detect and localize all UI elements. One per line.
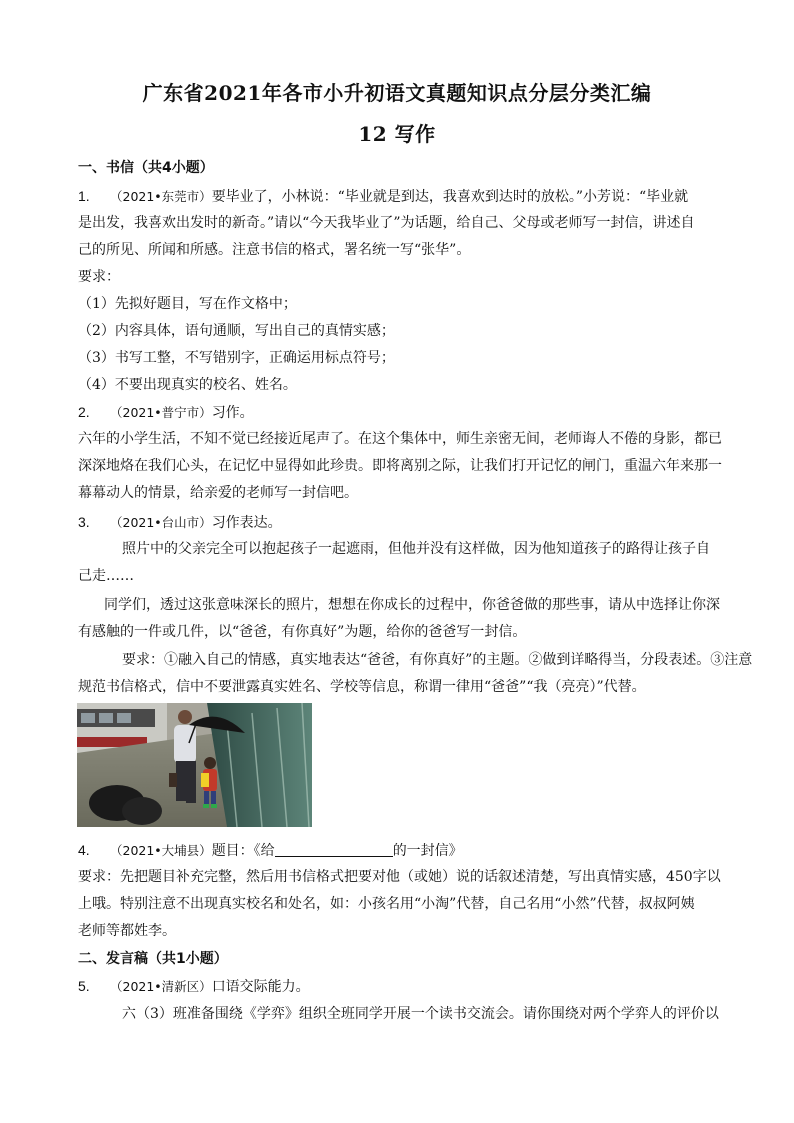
question-2-line-3: 幕幕动人的情景，给亲爱的老师写一封信吧。 [78, 485, 358, 501]
question-text: 习作表达。 [211, 515, 282, 531]
question-3-header [78, 512, 718, 533]
question-4-line-2: 上哦。特别注意不出现真实校名和处名，如：小孩名用“小淘”代替，自己名用“小然”代替，叔叔阿姨 [78, 896, 695, 912]
question-1-requirement-3: （3）书写工整，不写错别字，正确运用标点符号； [78, 350, 395, 366]
document-subtitle: 12 写作 [358, 122, 436, 146]
question-3-requirements: 要求：①融入自己的情感，真实地表达“爸爸，有你真好”的主题。②做到详略得当，分段表述。③注意 [122, 652, 753, 668]
question-number: 2. [78, 404, 90, 420]
question-3-line-1: 照片中的父亲完全可以抱起孩子一起遮雨，但他并没有这样做，因为他知道孩子的路得让孩子自 [122, 541, 710, 557]
question-5-header [78, 976, 718, 997]
section-heading-letters: 一、书信（共4小题） [78, 160, 214, 176]
question-1-requirement-2: （2）内容具体，语句通顺，写出自己的真情实感； [78, 323, 395, 339]
question-number: 4. [78, 842, 90, 858]
question-source: （2021•台山市） [110, 515, 212, 530]
question-3-line-4: 有感触的一件或几件，以“爸爸，有你真好”为题，给你的爸爸写一封信。 [78, 624, 527, 640]
question-3-line-3: 同学们，透过这张意味深长的照片，想想在你成长的过程中，你爸爸做的那些事，请从中选择让你深 [104, 597, 720, 613]
father-child-rain-photo [77, 703, 312, 827]
document-title: 广东省2021年各市小升初语文真题知识点分层分类汇编 [142, 81, 652, 105]
question-source: （2021•东莞市） [110, 189, 212, 204]
question-4-line-1: 要求：先把题目补充完整，然后用书信格式把要对他（或她）说的话叙述清楚，写出真情实感，450字以 [78, 869, 721, 885]
question-source: （2021•大埔县） [110, 843, 212, 858]
photo-illustration [77, 703, 312, 827]
question-text: 要毕业了，小林说：“毕业就是到达，我喜欢到达时的放松。”小芳说：“毕业就 [211, 189, 689, 205]
question-1-requirement-4: （4）不要出现真实的校名、姓名。 [78, 377, 297, 393]
question-1-requirements-label: 要求： [78, 269, 120, 285]
question-4-header [78, 840, 718, 861]
question-5-line-1: 六（3）班准备围绕《学弈》组织全班同学开展一个读书交流会。请你围绕对两个学弈人的评价以 [122, 1006, 719, 1022]
section-heading-speech: 二、发言稿（共1小题） [78, 951, 228, 967]
question-2-header [78, 402, 718, 423]
question-1-line-2: 是出发，我喜欢出发时的新奇。”请以“今天我毕业了”为话题，给自己、父母或老师写一封信，讲述自 [78, 215, 695, 231]
question-number: 3. [78, 514, 90, 530]
question-text: 习作。 [211, 405, 254, 421]
question-number: 5. [78, 978, 90, 994]
question-title-prefix: 题目：《给 [211, 843, 275, 859]
question-3-line-2: 己走…… [78, 568, 134, 584]
question-1-requirement-1: （1）先拟好题目，写在作文格中； [78, 296, 297, 312]
question-source: （2021•普宁市） [110, 405, 212, 420]
question-1-line-3: 己的所见、所闻和所感。注意书信的格式，署名统一写“张华”。 [78, 242, 471, 258]
question-source: （2021•清新区） [110, 979, 212, 994]
question-2-line-2: 深深地烙在我们心头，在记忆中显得如此珍贵。即将离别之际，让我们打开记忆的闸门，重温六年来那一 [78, 458, 722, 474]
question-3-line-6: 规范书信格式，信中不要泄露真实姓名、学校等信息，称谓一律用“爸爸”“我（亮亮）”代替。 [78, 679, 646, 695]
question-2-line-1: 六年的小学生活，不知不觉已经接近尾声了。在这个集体中，师生亲密无间，老师诲人不倦的身影，都已 [78, 431, 722, 447]
question-number: 1. [78, 188, 90, 204]
question-title-suffix: 的一封信》 [392, 843, 463, 859]
fill-in-blank[interactable] [275, 842, 393, 857]
question-4-line-3: 老师等都姓李。 [78, 923, 176, 939]
question-1-line-1 [78, 186, 718, 207]
question-text: 口语交际能力。 [211, 979, 310, 995]
